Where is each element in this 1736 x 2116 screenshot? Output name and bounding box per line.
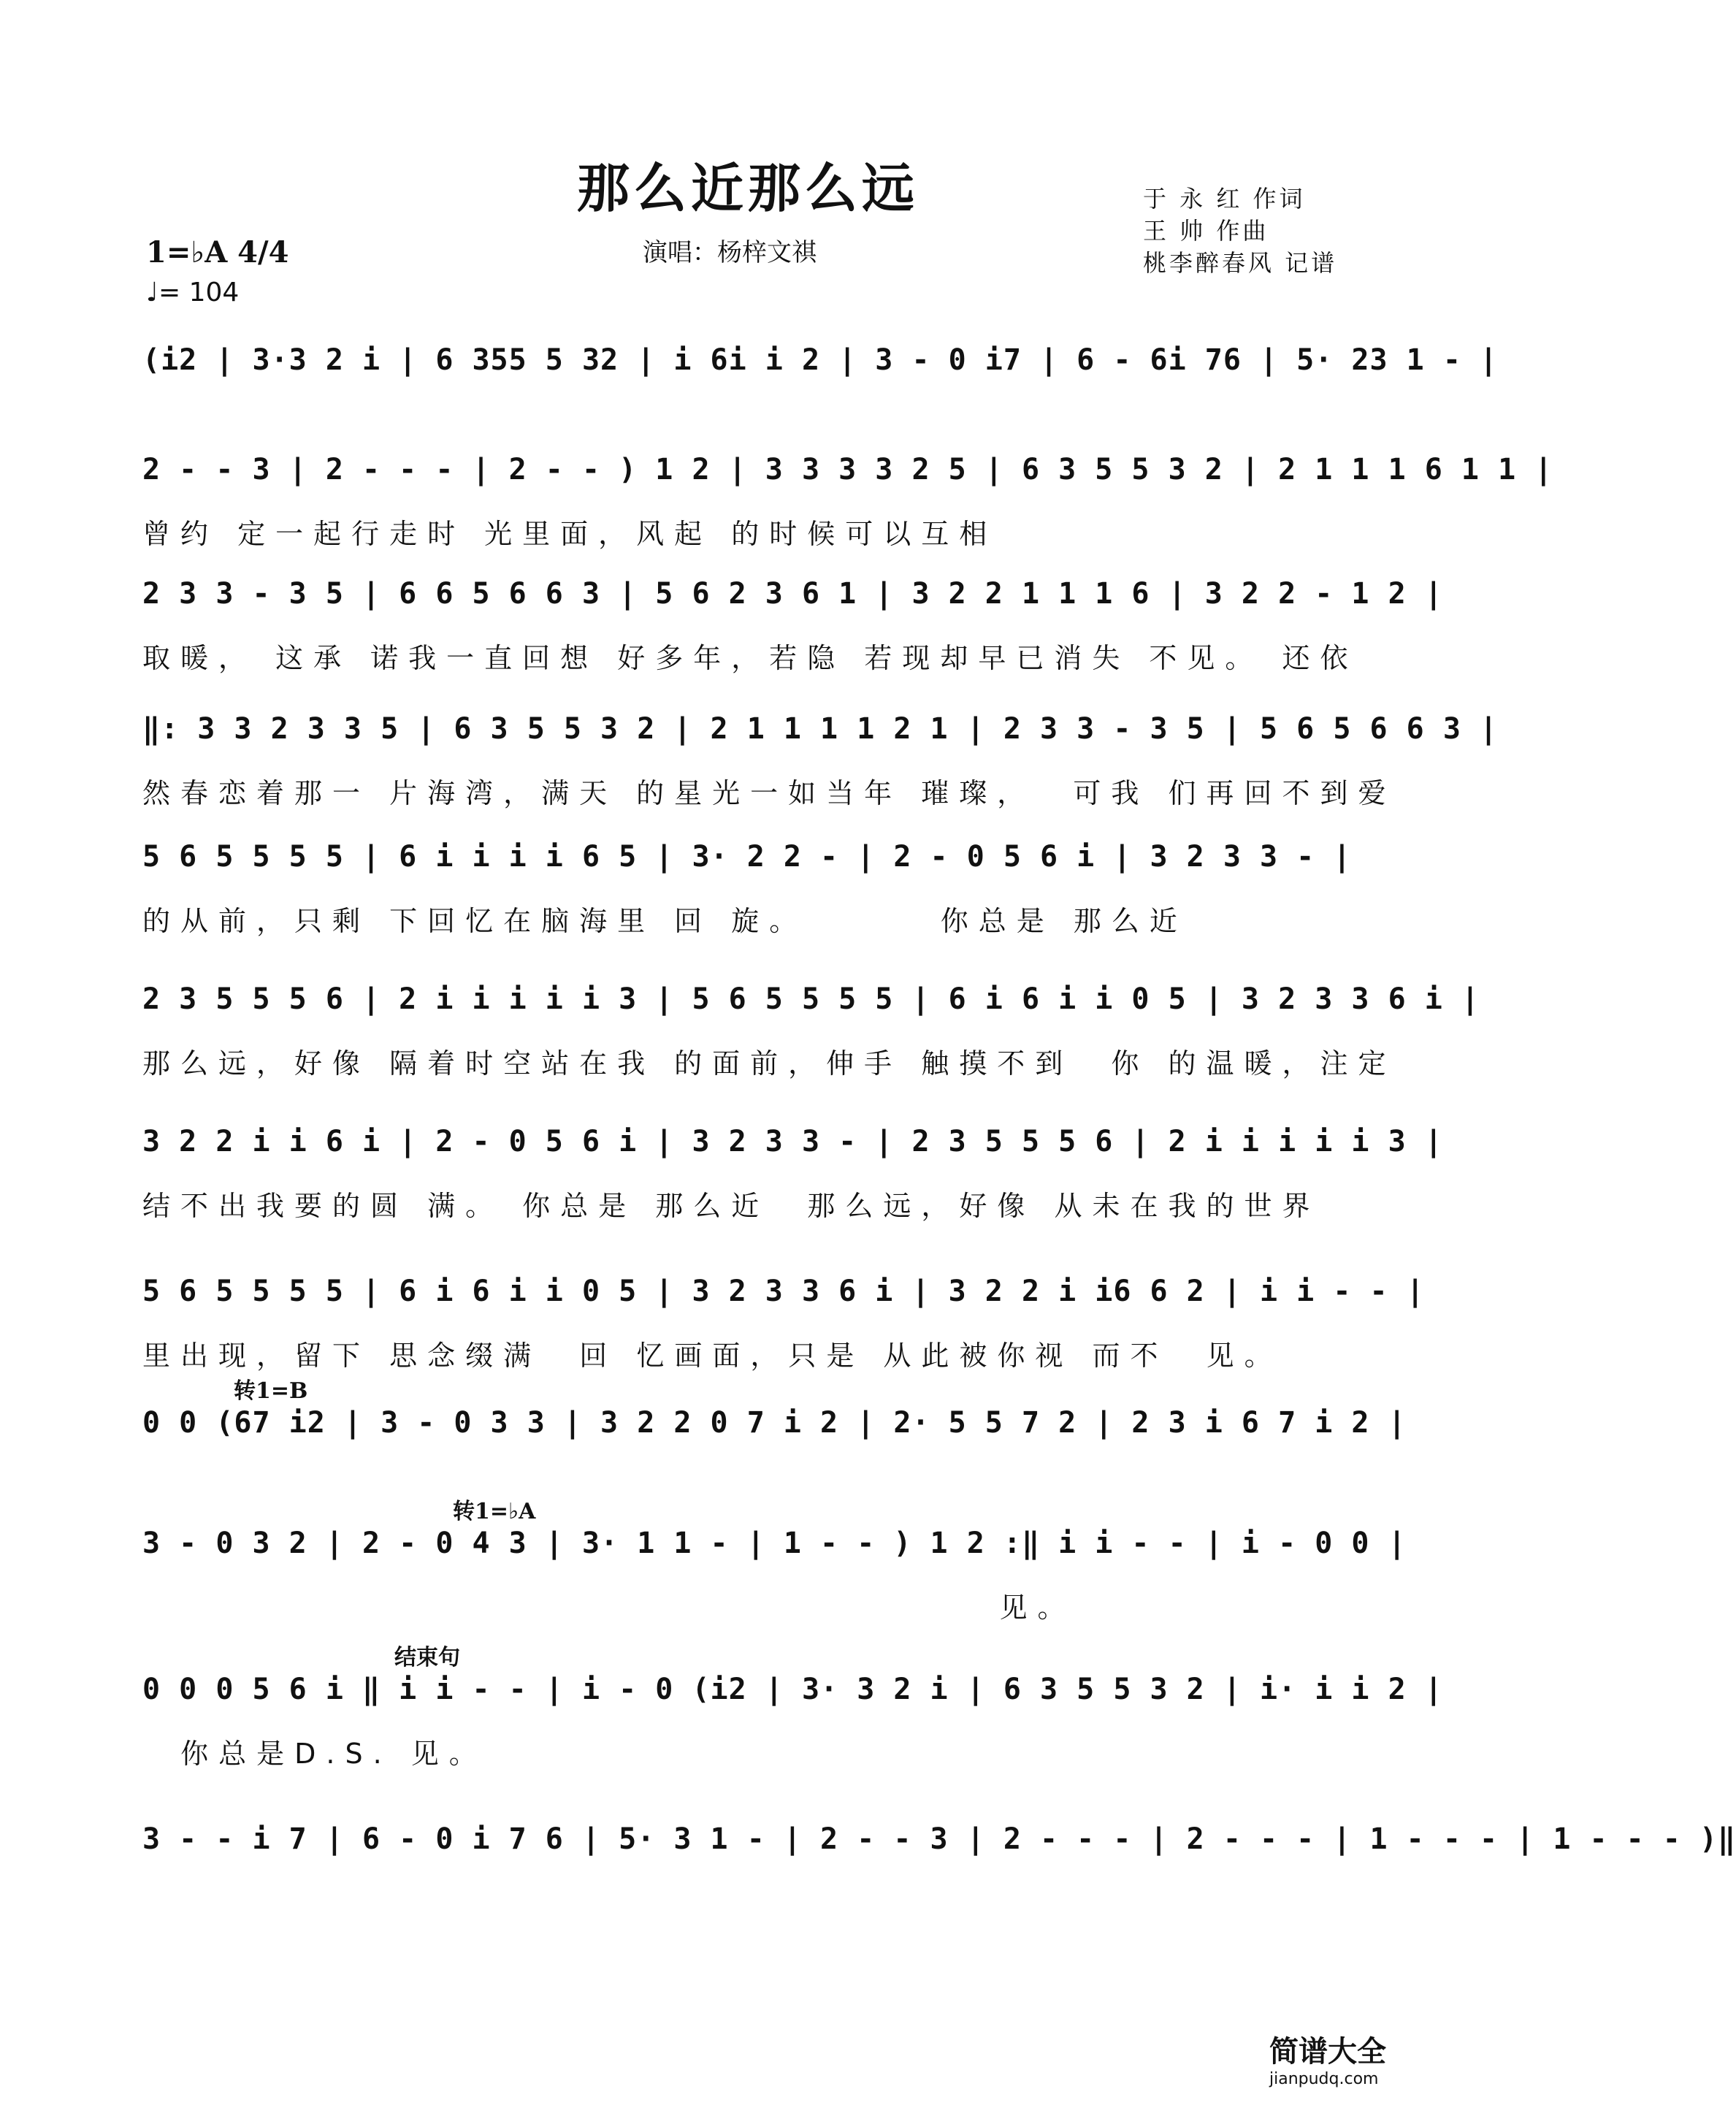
notation-row: ‖: 3 3 2 3 3 5 | 6 3 5 5 3 2 | 2 1 1 1 1 2 1 | 2 3 3 - 3 5 | 5 6 5 6 6 3 |: [142, 712, 1499, 746]
lyrics-row: 你总是D.S. 见。: [142, 1738, 487, 1770]
lyrics-row: 里出现，留下 思念缀满 回 忆画面，只是 从此被你视 而不 见。: [142, 1340, 1282, 1372]
notation-row: 3 - 0 3 2 | 2 - 0 4 3 | 3· 1 1 - | 1 - - ) 1 2 :‖ i i - - | i - 0 0 |: [142, 1527, 1407, 1560]
lyrics-row: 然春恋着那一 片海湾，满天 的星光一如当年 璀璨， 可我 们再回不到爱: [142, 777, 1396, 809]
notation-row: 3 - - i 7 | 6 - 0 i 7 6 | 5· 3 1 - | 2 - - 3 | 2 - - - | 2 - - - | 1 - - - | 1 - - - )‖: [142, 1822, 1736, 1856]
watermark-url: jianpudq.com: [1269, 2070, 1379, 2088]
section-marker: 结束句: [394, 1645, 460, 1670]
lyrics-row: 的从前，只剩 下回忆在脑海里 回 旋。 你总是 那么近: [142, 905, 1188, 937]
notation-row: 5 6 5 5 5 5 | 6 i 6 i i 0 5 | 3 2 3 3 6 i | 3 2 2 i i6 6 2 | i i - - |: [142, 1275, 1425, 1308]
section-marker: 转1=♭A: [453, 1499, 536, 1524]
transcriber: 桃李醉春风 记谱: [1143, 249, 1338, 277]
tempo-marking: ♩= 104: [146, 278, 240, 308]
watermark-name: 简谱大全: [1269, 2035, 1386, 2069]
watermark: [1269, 2028, 1452, 2094]
performer: 演唱：杨梓文祺: [643, 238, 817, 267]
notation-row: 2 - - 3 | 2 - - - | 2 - - ) 1 2 | 3 3 3 3 2 5 | 6 3 5 5 3 2 | 2 1 1 1 6 1 1 |: [142, 453, 1553, 486]
page-title: 那么近那么远: [576, 157, 919, 219]
lyricist: 于 永 红 作词: [1143, 185, 1306, 213]
lyrics-row: 取暖， 这承 诺我一直回想 好多年，若隐 若现却早已消失 不见。 还依: [142, 642, 1358, 674]
notation-row: 2 3 3 - 3 5 | 6 6 5 6 6 3 | 5 6 2 3 6 1 | 3 2 2 1 1 1 6 | 3 2 2 - 1 2 |: [142, 577, 1443, 611]
lyrics-row: 曾约 定一起行走时 光里面，风起 的时候可以互相: [142, 518, 998, 550]
credits: [1143, 183, 1337, 279]
notation-row: 3 2 2 i i 6 i | 2 - 0 5 6 i | 3 2 3 3 - | 2 3 5 5 5 6 | 2 i i i i i 3 |: [142, 1125, 1443, 1158]
notation-row: 0 0 0 5 6 i ‖ i i - - | i - 0 (i2 | 3· 3 2 i | 6 3 5 5 3 2 | i· i i 2 |: [142, 1673, 1443, 1706]
lyrics-row: 那么远，好像 隔着时空站在我 的面前，伸手 触摸不到 你 的温暖，注定: [142, 1047, 1396, 1080]
lyrics-row: 见。: [142, 1592, 1076, 1624]
notation-row: (i2 | 3·3 2 i | 6 355 5 32 | i 6i i 2 | 3 - 0 i7 | 6 - 6i 76 | 5· 23 1 - |: [142, 343, 1499, 377]
section-marker: 转1=B: [234, 1378, 308, 1404]
composer: 王 帅 作曲: [1143, 217, 1269, 245]
notation-row: 0 0 (67 i2 | 3 - 0 3 3 | 3 2 2 0 7 i 2 | 2· 5 5 7 2 | 2 3 i 6 7 i 2 |: [142, 1406, 1407, 1440]
notation-row: 2 3 5 5 5 6 | 2 i i i i i 3 | 5 6 5 5 5 5 | 6 i 6 i i 0 5 | 3 2 3 3 6 i |: [142, 982, 1480, 1016]
lyrics-row: 结不出我要的圆 满。 你总是 那么近 那么远，好像 从未在我的世界: [142, 1190, 1320, 1222]
key-signature: 1=♭A 4/4: [146, 235, 289, 270]
notation-row: 5 6 5 5 5 5 | 6 i i i i 6 5 | 3· 2 2 - | 2 - 0 5 6 i | 3 2 3 3 - |: [142, 840, 1352, 874]
